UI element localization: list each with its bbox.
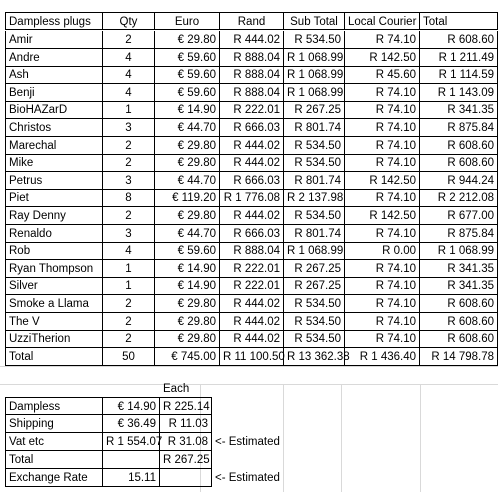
cell-qty[interactable]: 2 — [103, 31, 155, 49]
cell-name[interactable]: Ash — [5, 66, 103, 84]
cell-qty[interactable]: 1 — [103, 277, 155, 295]
cell-euro[interactable]: € 29.80 — [155, 313, 220, 331]
cell-local-courier[interactable]: R 74.10 — [345, 330, 420, 348]
summary-row — [0, 469, 498, 487]
cell-qty[interactable]: 2 — [103, 313, 155, 331]
table-row — [0, 84, 498, 102]
table-row — [0, 225, 498, 243]
cell-name[interactable]: Silver — [5, 277, 103, 295]
cell-rand[interactable]: R 1 776.08 — [220, 189, 284, 207]
cell-total[interactable]: R 608.60 — [420, 330, 498, 348]
summary-value-a[interactable]: 15.11 — [103, 469, 160, 487]
cell-qty[interactable]: 2 — [103, 137, 155, 155]
cell-subtotal[interactable]: R 801.74 — [284, 225, 345, 243]
cell-total[interactable]: R 341.35 — [420, 101, 498, 119]
table-row — [0, 172, 498, 190]
cell-local-courier[interactable]: R 1 436.40 — [345, 348, 420, 366]
cell-name[interactable]: Benji — [5, 84, 103, 102]
cell-name[interactable]: Total — [5, 348, 103, 366]
cell-subtotal[interactable]: R 2 137.98 — [284, 189, 345, 207]
summary-value-a[interactable]: R 1 554.07 — [103, 433, 160, 451]
header-name[interactable]: Dampless plugs — [5, 12, 103, 30]
cell-total[interactable]: R 1 114.59 — [420, 66, 498, 84]
cell-qty[interactable]: 2 — [103, 295, 155, 313]
table-row — [0, 66, 498, 84]
summary-label[interactable]: Shipping — [5, 415, 103, 433]
cell-qty[interactable]: 8 — [103, 189, 155, 207]
cell-qty[interactable]: 2 — [103, 330, 155, 348]
table-row — [0, 313, 498, 331]
cell-euro[interactable]: € 59.60 — [155, 84, 220, 102]
summary-row — [0, 451, 498, 469]
cell-subtotal[interactable]: R 267.25 — [284, 101, 345, 119]
cell-name[interactable]: Andre — [5, 49, 103, 67]
cell-total[interactable]: R 14 798.78 — [420, 348, 498, 366]
cell-total[interactable]: R 1 211.49 — [420, 49, 498, 67]
cell-subtotal[interactable]: R 534.50 — [284, 154, 345, 172]
summary-value-a[interactable]: € 36.49 — [103, 415, 160, 433]
cell-euro[interactable]: € 745.00 — [155, 348, 220, 366]
each-label[interactable]: Each — [163, 383, 190, 395]
cell-local-courier[interactable]: R 74.10 — [345, 277, 420, 295]
cell-total[interactable]: R 875.84 — [420, 119, 498, 137]
summary-value-a[interactable]: € 14.90 — [103, 397, 160, 415]
cell-name[interactable]: Amir — [5, 31, 103, 49]
cell-total[interactable]: R 608.60 — [420, 313, 498, 331]
estimated-note — [212, 397, 332, 415]
cell-euro[interactable]: € 59.60 — [155, 242, 220, 260]
cell-subtotal[interactable]: R 534.50 — [284, 295, 345, 313]
cell-rand[interactable]: R 444.02 — [220, 295, 284, 313]
summary-value-a[interactable] — [103, 451, 160, 469]
cell-qty[interactable]: 50 — [103, 348, 155, 366]
cell-name[interactable]: BioHAZarD — [5, 101, 103, 119]
cell-qty[interactable]: 3 — [103, 119, 155, 137]
summary-value-b[interactable] — [160, 469, 212, 487]
cell-rand[interactable]: R 444.02 — [220, 137, 284, 155]
summary-row — [0, 433, 498, 451]
table-row — [0, 277, 498, 295]
cell-qty[interactable]: 1 — [103, 101, 155, 119]
cell-qty[interactable]: 2 — [103, 154, 155, 172]
estimated-note: <- Estimated — [215, 436, 280, 448]
cell-local-courier[interactable]: R 74.10 — [345, 137, 420, 155]
cell-rand[interactable]: R 666.03 — [220, 172, 284, 190]
table-row — [0, 137, 498, 155]
cell-rand[interactable]: R 888.04 — [220, 84, 284, 102]
table-row — [0, 49, 498, 67]
table-row — [0, 242, 498, 260]
cell-local-courier[interactable]: R 74.10 — [345, 101, 420, 119]
cell-total[interactable]: R 677.00 — [420, 207, 498, 225]
cell-euro[interactable]: € 29.80 — [155, 207, 220, 225]
cell-name[interactable]: Petrus — [5, 172, 103, 190]
cell-euro[interactable]: € 44.70 — [155, 119, 220, 137]
cell-subtotal[interactable]: R 267.25 — [284, 277, 345, 295]
cell-total[interactable]: R 608.60 — [420, 137, 498, 155]
cell-local-courier[interactable]: R 142.50 — [345, 172, 420, 190]
cell-name[interactable]: Smoke a Llama — [5, 295, 103, 313]
summary-value-b[interactable]: R 31.08 — [160, 433, 212, 451]
cell-total[interactable]: R 1 143.09 — [420, 84, 498, 102]
cell-euro[interactable]: € 29.80 — [155, 295, 220, 313]
table-row — [0, 189, 498, 207]
cell-total[interactable]: R 2 212.08 — [420, 189, 498, 207]
cell-euro[interactable]: € 29.80 — [155, 137, 220, 155]
summary-value-b[interactable]: R 225.14 — [160, 397, 212, 415]
cell-name[interactable]: Rob — [5, 242, 103, 260]
cell-qty[interactable]: 1 — [103, 260, 155, 278]
cell-total[interactable]: R 608.60 — [420, 154, 498, 172]
estimated-note — [212, 415, 332, 433]
table-row — [0, 119, 498, 137]
header-euro[interactable]: Euro — [155, 12, 220, 30]
cell-rand[interactable]: R 888.04 — [220, 66, 284, 84]
cell-subtotal[interactable]: R 1 068.99 — [284, 84, 345, 102]
header-rand[interactable]: Rand — [220, 12, 284, 30]
cell-name[interactable]: Renaldo — [5, 225, 103, 243]
table-row — [0, 31, 498, 49]
cell-total[interactable]: R 341.35 — [420, 260, 498, 278]
cell-euro[interactable]: € 14.90 — [155, 260, 220, 278]
cell-rand[interactable]: R 444.02 — [220, 207, 284, 225]
cell-name[interactable]: Piet — [5, 189, 103, 207]
cell-euro[interactable]: € 119.20 — [155, 189, 220, 207]
cell-qty[interactable]: 2 — [103, 207, 155, 225]
cell-total[interactable]: R 944.24 — [420, 172, 498, 190]
cell-rand[interactable]: R 444.02 — [220, 313, 284, 331]
cell-local-courier[interactable]: R 74.10 — [345, 119, 420, 137]
estimated-note: <- Estimated — [215, 472, 280, 484]
cell-euro[interactable]: € 44.70 — [155, 225, 220, 243]
table-row — [0, 260, 498, 278]
cell-euro[interactable]: € 59.60 — [155, 49, 220, 67]
cell-subtotal[interactable]: R 534.50 — [284, 207, 345, 225]
header-total[interactable]: Total — [420, 12, 498, 30]
cell-euro[interactable]: € 44.70 — [155, 172, 220, 190]
cell-subtotal[interactable]: R 801.74 — [284, 172, 345, 190]
cell-name[interactable]: Ryan Thompson — [5, 260, 103, 278]
cell-rand[interactable]: R 888.04 — [220, 242, 284, 260]
header-subtotal[interactable]: Sub Total — [284, 12, 345, 30]
estimated-note — [212, 451, 332, 469]
cell-euro[interactable]: € 59.60 — [155, 66, 220, 84]
table-row — [0, 207, 498, 225]
cell-qty[interactable]: 4 — [103, 66, 155, 84]
table-row — [0, 101, 498, 119]
summary-row — [0, 415, 498, 433]
cell-subtotal[interactable]: R 801.74 — [284, 119, 345, 137]
cell-local-courier[interactable]: R 74.10 — [345, 31, 420, 49]
cell-euro[interactable]: € 29.80 — [155, 330, 220, 348]
cell-local-courier[interactable]: R 142.50 — [345, 49, 420, 67]
summary-row — [0, 397, 498, 415]
summary-value-b[interactable]: R 267.25 — [160, 451, 212, 469]
summary-label[interactable]: Exchange Rate — [5, 469, 103, 487]
gridline — [0, 366, 498, 367]
header-local-courier[interactable]: Local Courier — [345, 12, 420, 30]
cell-local-courier[interactable]: R 142.50 — [345, 207, 420, 225]
cell-qty[interactable]: 3 — [103, 225, 155, 243]
cell-subtotal[interactable]: R 1 068.99 — [284, 66, 345, 84]
cell-name[interactable]: Marechal — [5, 137, 103, 155]
cell-local-courier[interactable]: R 74.10 — [345, 154, 420, 172]
cell-subtotal[interactable]: R 1 068.99 — [284, 49, 345, 67]
summary-label[interactable]: Vat etc — [5, 433, 103, 451]
cell-subtotal[interactable]: R 267.25 — [284, 260, 345, 278]
cell-name[interactable]: Christos — [5, 119, 103, 137]
cell-name[interactable]: Ray Denny — [5, 207, 103, 225]
cell-euro[interactable]: € 14.90 — [155, 277, 220, 295]
summary-label[interactable]: Total — [5, 451, 103, 469]
summary-value-b[interactable]: R 11.03 — [160, 415, 212, 433]
cell-euro[interactable]: € 29.80 — [155, 31, 220, 49]
cell-qty[interactable]: 4 — [103, 49, 155, 67]
cell-local-courier[interactable]: R 74.10 — [345, 260, 420, 278]
cell-total[interactable]: R 341.35 — [420, 277, 498, 295]
cell-local-courier[interactable]: R 74.10 — [345, 313, 420, 331]
cell-rand[interactable]: R 666.03 — [220, 119, 284, 137]
header-qty[interactable]: Qty — [103, 12, 155, 30]
cell-rand[interactable]: R 222.01 — [220, 277, 284, 295]
cell-total[interactable]: R 875.84 — [420, 225, 498, 243]
summary-each-row — [0, 380, 498, 398]
table-row — [0, 154, 498, 172]
summary-label[interactable]: Dampless — [5, 397, 103, 415]
cell-euro[interactable]: € 29.80 — [155, 154, 220, 172]
cell-local-courier[interactable]: R 74.10 — [345, 189, 420, 207]
cell-qty[interactable]: 4 — [103, 84, 155, 102]
cell-subtotal[interactable]: R 534.50 — [284, 137, 345, 155]
cell-total[interactable]: R 1 068.99 — [420, 242, 498, 260]
cell-rand[interactable]: R 222.01 — [220, 101, 284, 119]
cell-euro[interactable]: € 14.90 — [155, 101, 220, 119]
cell-rand[interactable]: R 222.01 — [220, 260, 284, 278]
cell-name[interactable]: The V — [5, 313, 103, 331]
cell-local-courier[interactable]: R 0.00 — [345, 242, 420, 260]
cell-qty[interactable]: 4 — [103, 242, 155, 260]
cell-rand[interactable]: R 888.04 — [220, 49, 284, 67]
table-row — [0, 330, 498, 348]
cell-rand[interactable]: R 444.02 — [220, 330, 284, 348]
cell-rand[interactable]: R 444.02 — [220, 154, 284, 172]
header-row — [0, 12, 498, 30]
cell-rand[interactable]: R 444.02 — [220, 31, 284, 49]
cell-local-courier[interactable]: R 74.10 — [345, 84, 420, 102]
cell-subtotal[interactable]: R 534.50 — [284, 313, 345, 331]
cell-qty[interactable]: 3 — [103, 172, 155, 190]
cell-subtotal[interactable]: R 534.50 — [284, 31, 345, 49]
cell-subtotal[interactable]: R 1 068.99 — [284, 242, 345, 260]
cell-local-courier[interactable]: R 74.10 — [345, 295, 420, 313]
cell-subtotal[interactable]: R 13 362.38 — [284, 348, 345, 366]
cell-total[interactable]: R 608.60 — [420, 31, 498, 49]
cell-name[interactable]: Mike — [5, 154, 103, 172]
cell-rand[interactable]: R 11 100.50 — [220, 348, 284, 366]
table-row — [0, 295, 498, 313]
cell-name[interactable]: UzziTherion — [5, 330, 103, 348]
cell-rand[interactable]: R 666.03 — [220, 225, 284, 243]
cell-subtotal[interactable]: R 534.50 — [284, 330, 345, 348]
cell-local-courier[interactable]: R 74.10 — [345, 225, 420, 243]
cell-total[interactable]: R 608.60 — [420, 295, 498, 313]
cell-local-courier[interactable]: R 45.60 — [345, 66, 420, 84]
totals-row — [0, 348, 498, 366]
